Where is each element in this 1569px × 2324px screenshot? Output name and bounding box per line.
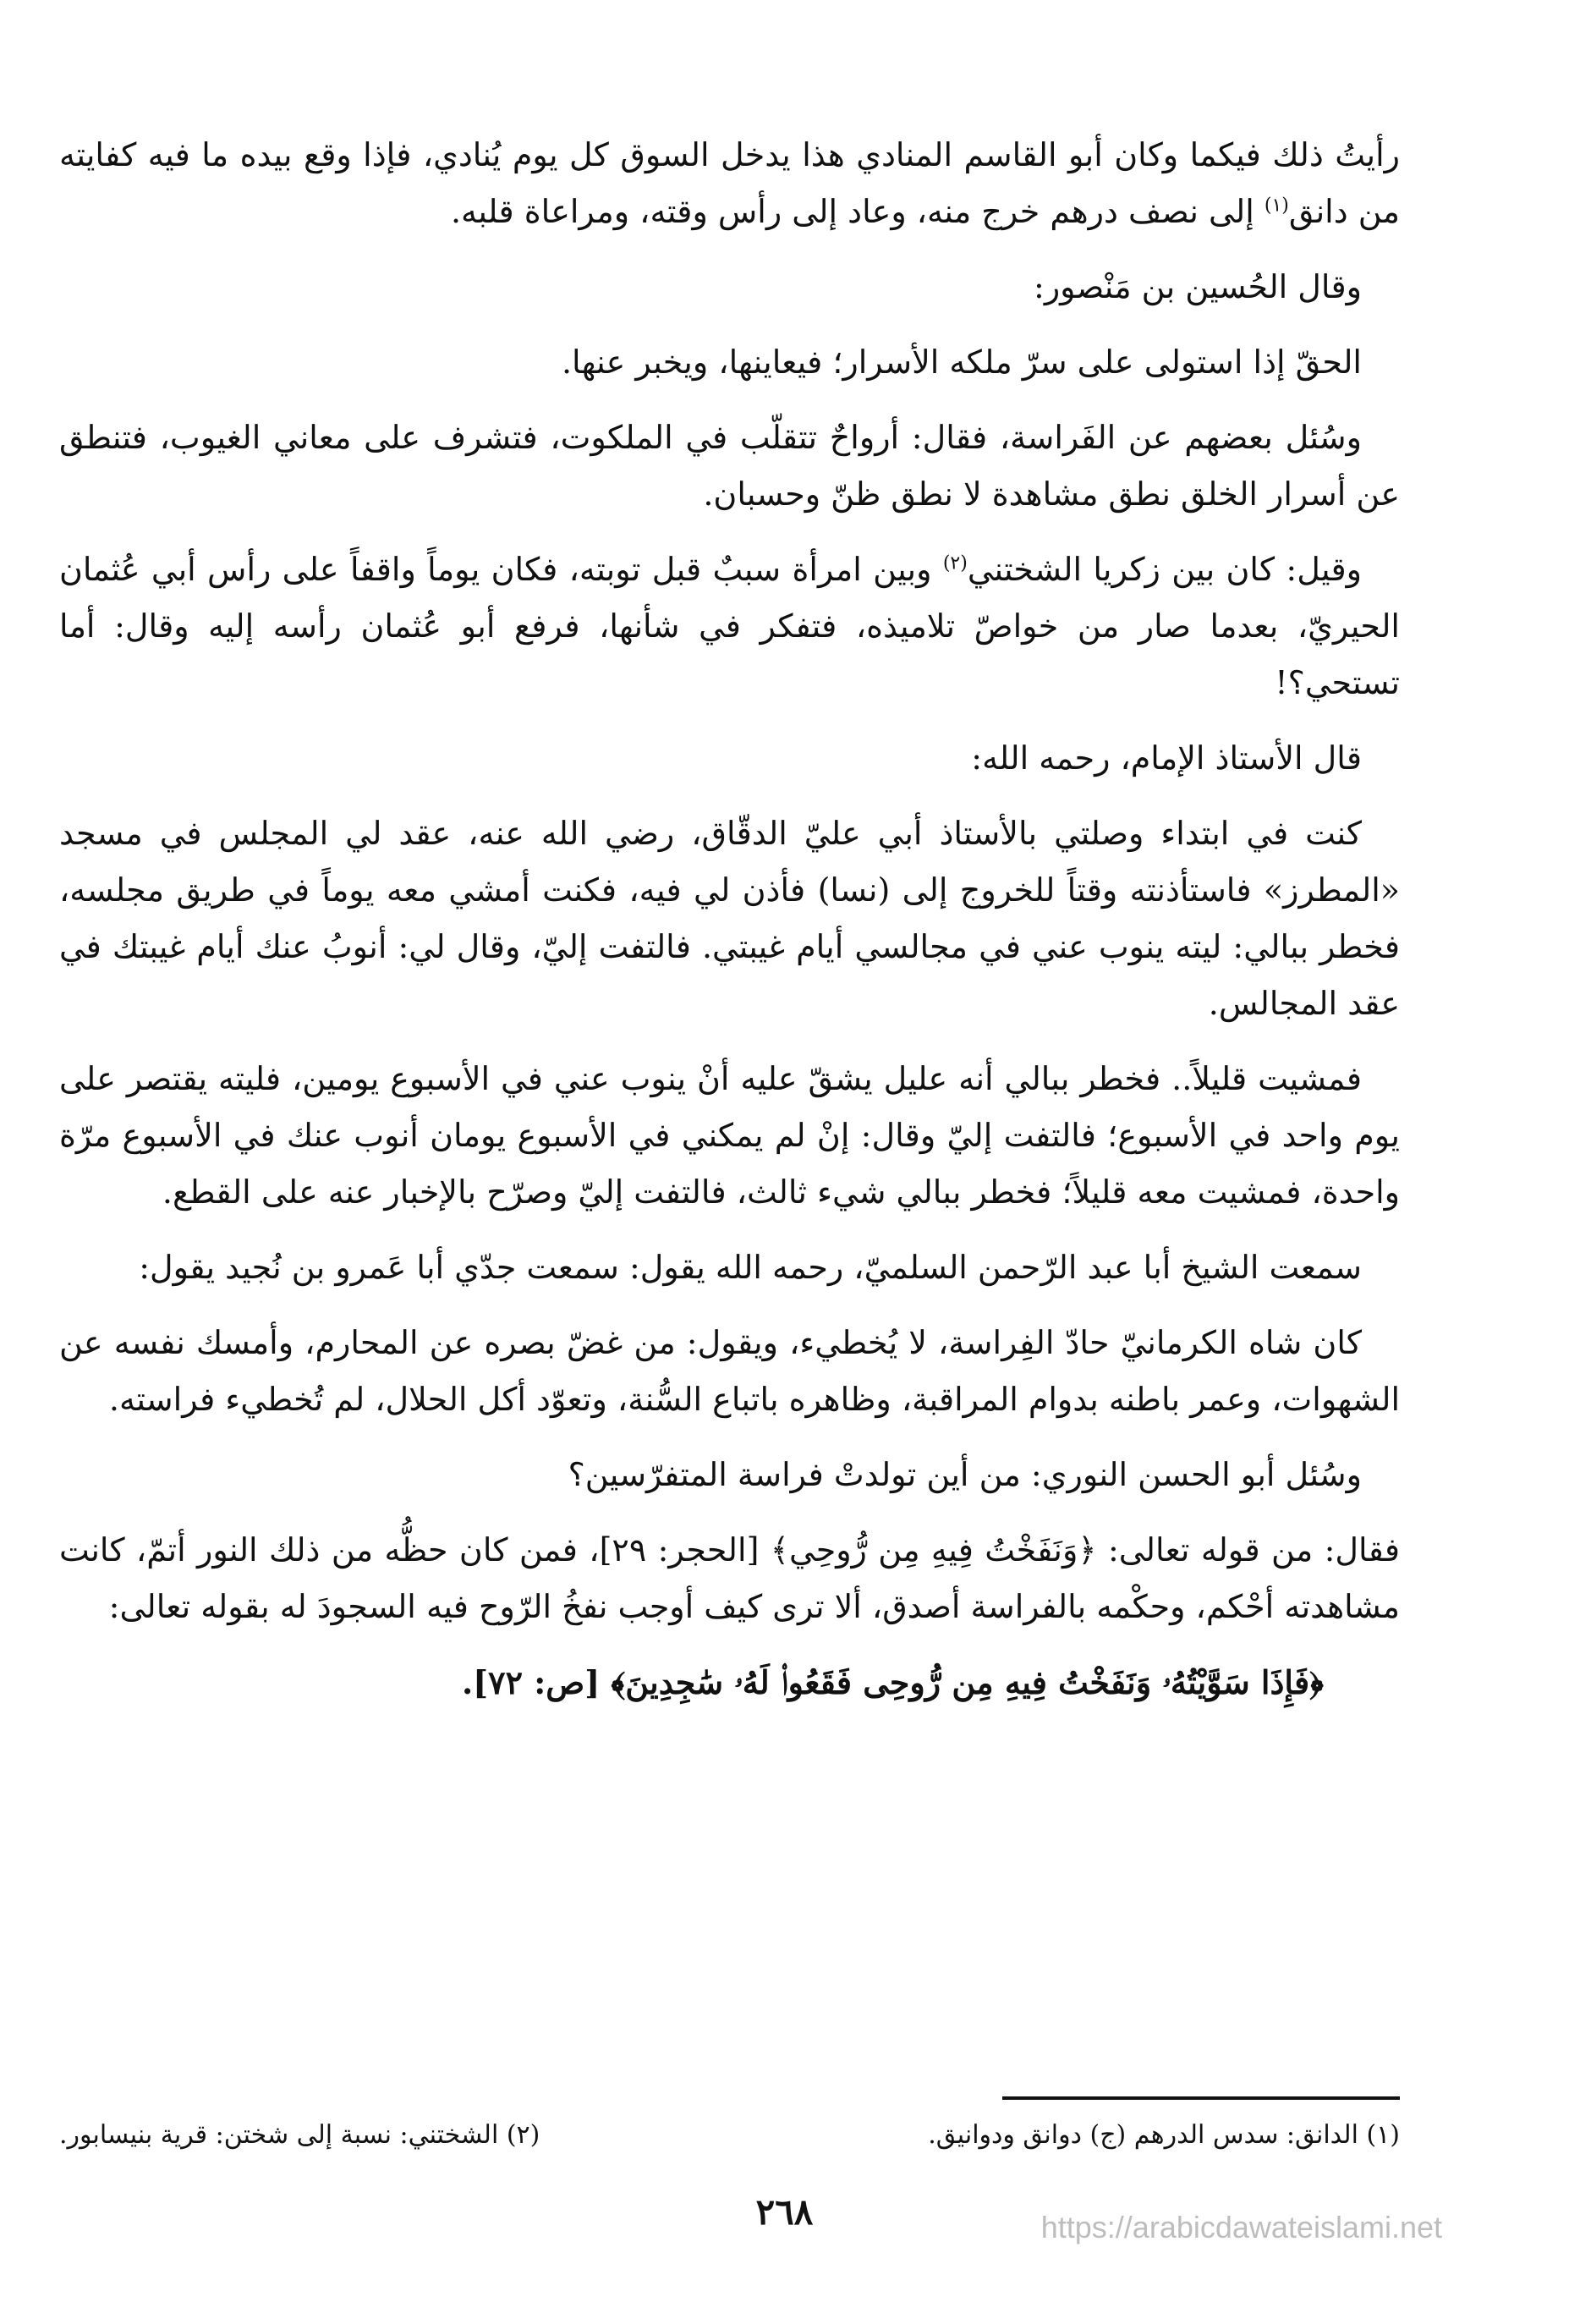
paragraph-5: وقيل: كان بين زكريا الشختني$^{(٢)}$ وبين امرأة سببٌ قبل توبته، فكان يوماً واقفاً على رأس أبي عُثمان الحيريّ، بعدما صار من خواصّ تلاميذه، فتفكر في شأنها، فرفع أبو عُثمان رأسه إليه وقال: أما تستحي؟!	[59, 551, 1400, 701]
footnote-1: (١) الدانق: سدس الدرهم (ج) دوانق ودوانيق.	[928, 2120, 1400, 2150]
quran-verse: ﴿فَإِذَا سَوَّيْتُهُۥ وَنَفَخْتُ فِيهِ مِن رُّوحِى فَقَعُوا۟ لَهُۥ سَٰجِدِينَ﴾ [ص: ٧٢].	[461, 1663, 1324, 1701]
paragraph-6: قال الأستاذ الإمام، رحمه الله:	[971, 739, 1362, 777]
paragraph-11: وسُئل أبو الحسن النوري: من أين تولدتْ فراسة المتفرّسين؟	[568, 1456, 1362, 1493]
footnote-divider	[1002, 2096, 1400, 2100]
paragraph-10: كان شاه الكرمانيّ حادّ الفِراسة، لا يُخطيء، ويقول: من غضّ بصره عن المحارم، وأمسك نفسه عن الشهوات، وعمر باطنه بدوام المراقبة، وظاهره باتباع السُّنة، وتعوّد أكل الحلال، لم تُخطيء فراسته.	[59, 1324, 1400, 1418]
footnotes	[59, 2115, 1400, 2156]
paragraph-2: وقال الحُسين بن مَنْصور:	[1034, 268, 1362, 305]
paragraph-7: كنت في ابتداء وصلتي بالأستاذ أبي عليّ الدقّاق، رضي الله عنه، عقد لي المجلس في مسجد «المطرز» فاستأذنته وقتاً للخروج إلى (نسا) فأذن لي فيه، فكنت أمشي معه يوماً في طريق مجلسه، فخطر ببالي: ليته ينوب عني في مجالسي أيام غيبتي. فالتفت إليّ، وقال لي: أنوبُ عنك أيام غيبتك في عقد المجالس.	[59, 815, 1401, 1022]
paragraph-8: فمشيت قليلاً.. فخطر ببالي أنه عليل يشقّ عليه أنْ ينوب عني في الأسبوع يومين، فليته يقتصر على يوم واحد في الأسبوع؛ فالتفت إليّ وقال: إنْ لم يمكني في الأسبوع يومان أنوب عنك في الأسبوع مرّة واحدة، فمشيت معه قليلاً؛ فخطر ببالي شيء ثالث، فالتفت إليّ وصرّح بالإخبار عنه على القطع.	[59, 1060, 1400, 1211]
main-text	[59, 127, 1400, 1729]
paragraph-12: فقال: من قوله تعالى: ﴿وَنَفَخْتُ فِيهِ مِن رُّوحِي﴾ [الحجر: ٢٩]، فمن كان حظُّه من ذلك النور أتمّ، كانت مشاهدته أحْكم، وحكْمه بالفراسة أصدق، ألا ترى كيف أوجب نفخُ الرّوح فيه السجودَ له بقوله تعالى:	[59, 1531, 1401, 1625]
paragraph-9: سمعت الشيخ أبا عبد الرّحمن السلميّ، رحمه الله يقول: سمعت جدّي أبا عَمرو بن نُجيد يقول:	[139, 1249, 1362, 1286]
page-number: ٢٦٨	[755, 2191, 814, 2233]
paragraph-1: رأيتُ ذلك فيكما وكان أبو القاسم المنادي هذا يدخل السوق كل يوم يُنادي، فإذا وقع بيده ما فيه كفايته من دانق$^{(١)}$ إلى نصف درهم خرج منه، وعاد إلى رأس وقته، ومراعاة قلبه.	[59, 136, 1400, 230]
footnote-marker-2: (٢)	[942, 552, 968, 574]
paragraph-4: وسُئل بعضهم عن الفَراسة، فقال: أرواحٌ تتقلّب في الملكوت، فتشرف على معاني الغيوب، فتنطق عن أسرار الخلق نطق مشاهدة لا نطق ظنّ وحسبان.	[59, 419, 1400, 513]
footnote-2: (٢) الشختني: نسبة إلى شختن: قرية بنيسابور.	[59, 2120, 540, 2150]
paragraph-3: الحقّ إذا استولى على سرّ ملكه الأسرار؛ فيعاينها، ويخبر عنها.	[561, 343, 1362, 381]
watermark-url: https://arabicdawateislami.net	[1040, 2210, 1442, 2244]
footnote-marker-1: (١)	[1264, 195, 1289, 217]
